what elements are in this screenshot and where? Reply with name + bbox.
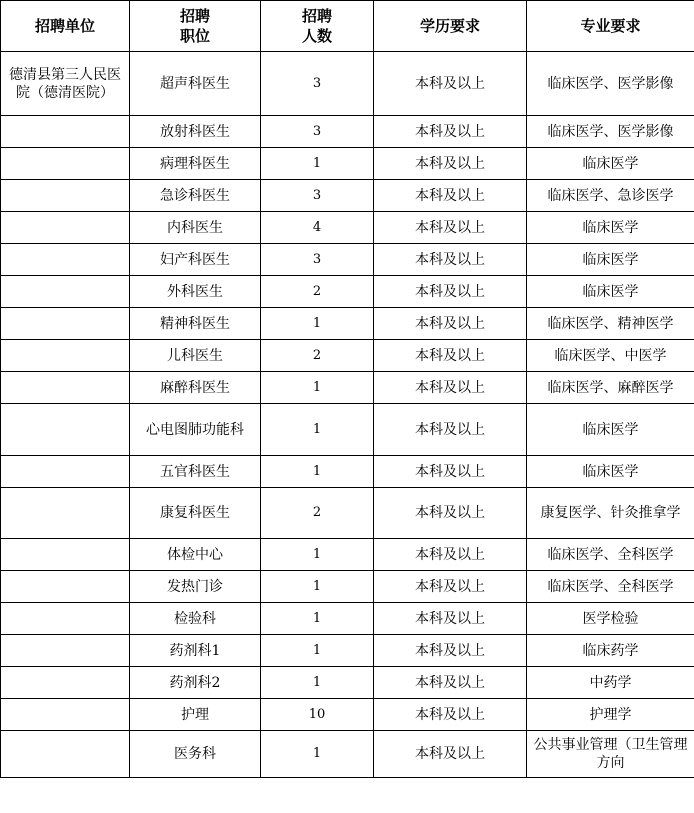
table-row <box>1 244 694 276</box>
major-cell: 临床医学、麻醉医学 <box>527 372 694 404</box>
major-cell: 临床医学 <box>527 456 694 488</box>
table-row <box>1 456 694 488</box>
education-cell: 本科及以上 <box>374 340 527 372</box>
education-cell: 本科及以上 <box>374 276 527 308</box>
education-cell: 本科及以上 <box>374 488 527 539</box>
header-count: 招聘 人数 <box>261 1 374 52</box>
education-cell: 本科及以上 <box>374 212 527 244</box>
count-cell: 2 <box>261 340 374 372</box>
table-row <box>1 635 694 667</box>
education-cell: 本科及以上 <box>374 180 527 212</box>
education-cell: 本科及以上 <box>374 571 527 603</box>
count-cell: 1 <box>261 372 374 404</box>
position-cell: 药剂科1 <box>130 635 261 667</box>
major-cell: 中药学 <box>527 667 694 699</box>
count-cell: 10 <box>261 699 374 731</box>
position-cell: 心电图肺功能科 <box>130 404 261 456</box>
education-cell: 本科及以上 <box>374 52 527 116</box>
education-cell: 本科及以上 <box>374 456 527 488</box>
position-cell: 发热门诊 <box>130 571 261 603</box>
unit-cell-empty <box>1 603 130 635</box>
count-cell: 4 <box>261 212 374 244</box>
major-cell: 护理学 <box>527 699 694 731</box>
unit-cell-empty <box>1 456 130 488</box>
major-cell: 临床医学、精神医学 <box>527 308 694 340</box>
unit-cell-empty <box>1 212 130 244</box>
count-cell: 1 <box>261 539 374 571</box>
count-cell: 2 <box>261 276 374 308</box>
count-cell: 1 <box>261 731 374 778</box>
count-cell: 1 <box>261 635 374 667</box>
table-row <box>1 667 694 699</box>
position-cell: 急诊科医生 <box>130 180 261 212</box>
position-cell: 内科医生 <box>130 212 261 244</box>
major-cell: 临床医学、全科医学 <box>527 571 694 603</box>
unit-cell-empty <box>1 340 130 372</box>
header-education: 学历要求 <box>374 1 527 52</box>
unit-cell-empty <box>1 308 130 340</box>
education-cell: 本科及以上 <box>374 244 527 276</box>
education-cell: 本科及以上 <box>374 372 527 404</box>
unit-cell-empty <box>1 404 130 456</box>
unit-cell-empty <box>1 276 130 308</box>
count-cell: 1 <box>261 404 374 456</box>
header-unit: 招聘单位 <box>1 1 130 52</box>
position-cell: 放射科医生 <box>130 116 261 148</box>
table-row <box>1 276 694 308</box>
education-cell: 本科及以上 <box>374 308 527 340</box>
major-cell: 公共事业管理（卫生管理方向 <box>527 731 694 778</box>
unit-cell-empty <box>1 116 130 148</box>
major-cell: 临床药学 <box>527 635 694 667</box>
education-cell: 本科及以上 <box>374 539 527 571</box>
major-cell: 医学检验 <box>527 603 694 635</box>
table-row <box>1 404 694 456</box>
table-row <box>1 731 694 778</box>
position-cell: 体检中心 <box>130 539 261 571</box>
unit-cell-empty <box>1 244 130 276</box>
unit-cell-empty <box>1 731 130 778</box>
major-cell: 临床医学、医学影像 <box>527 116 694 148</box>
major-cell: 康复医学、针灸推拿学 <box>527 488 694 539</box>
table-row <box>1 488 694 539</box>
position-cell: 药剂科2 <box>130 667 261 699</box>
unit-cell-empty <box>1 539 130 571</box>
table-row <box>1 52 694 116</box>
major-cell: 临床医学 <box>527 148 694 180</box>
unit-cell-empty <box>1 571 130 603</box>
major-cell: 临床医学、医学影像 <box>527 52 694 116</box>
count-cell: 3 <box>261 116 374 148</box>
unit-cell-empty <box>1 667 130 699</box>
education-cell: 本科及以上 <box>374 699 527 731</box>
table-row <box>1 539 694 571</box>
unit-cell-empty <box>1 635 130 667</box>
major-cell: 临床医学、全科医学 <box>527 539 694 571</box>
unit-cell-empty <box>1 372 130 404</box>
table-row <box>1 180 694 212</box>
education-cell: 本科及以上 <box>374 148 527 180</box>
header-row <box>1 1 694 52</box>
unit-cell-empty <box>1 488 130 539</box>
major-cell: 临床医学 <box>527 212 694 244</box>
education-cell: 本科及以上 <box>374 667 527 699</box>
education-cell: 本科及以上 <box>374 116 527 148</box>
header-position: 招聘 职位 <box>130 1 261 52</box>
position-cell: 康复科医生 <box>130 488 261 539</box>
position-cell: 妇产科医生 <box>130 244 261 276</box>
education-cell: 本科及以上 <box>374 635 527 667</box>
education-cell: 本科及以上 <box>374 404 527 456</box>
major-cell: 临床医学 <box>527 404 694 456</box>
count-cell: 1 <box>261 571 374 603</box>
position-cell: 医务科 <box>130 731 261 778</box>
count-cell: 1 <box>261 667 374 699</box>
education-cell: 本科及以上 <box>374 603 527 635</box>
table-row <box>1 603 694 635</box>
unit-cell-empty <box>1 148 130 180</box>
major-cell: 临床医学 <box>527 244 694 276</box>
count-cell: 1 <box>261 148 374 180</box>
count-cell: 1 <box>261 603 374 635</box>
table-row <box>1 571 694 603</box>
count-cell: 3 <box>261 180 374 212</box>
table-row <box>1 699 694 731</box>
position-cell: 外科医生 <box>130 276 261 308</box>
count-cell: 2 <box>261 488 374 539</box>
count-cell: 1 <box>261 456 374 488</box>
position-cell: 护理 <box>130 699 261 731</box>
position-cell: 超声科医生 <box>130 52 261 116</box>
unit-name-cell: 德清县第三人民医院（德清医院） <box>1 52 130 116</box>
count-cell: 3 <box>261 244 374 276</box>
table-row <box>1 340 694 372</box>
position-cell: 麻醉科医生 <box>130 372 261 404</box>
major-cell: 临床医学、中医学 <box>527 340 694 372</box>
count-cell: 3 <box>261 52 374 116</box>
table-row <box>1 148 694 180</box>
major-cell: 临床医学、急诊医学 <box>527 180 694 212</box>
position-cell: 检验科 <box>130 603 261 635</box>
table-row <box>1 308 694 340</box>
education-cell: 本科及以上 <box>374 731 527 778</box>
unit-cell-empty <box>1 180 130 212</box>
count-cell: 1 <box>261 308 374 340</box>
unit-cell-empty <box>1 699 130 731</box>
table-row <box>1 212 694 244</box>
position-cell: 儿科医生 <box>130 340 261 372</box>
position-cell: 病理科医生 <box>130 148 261 180</box>
table-row <box>1 116 694 148</box>
position-cell: 五官科医生 <box>130 456 261 488</box>
major-cell: 临床医学 <box>527 276 694 308</box>
header-major: 专业要求 <box>527 1 694 52</box>
table-row <box>1 372 694 404</box>
position-cell: 精神科医生 <box>130 308 261 340</box>
